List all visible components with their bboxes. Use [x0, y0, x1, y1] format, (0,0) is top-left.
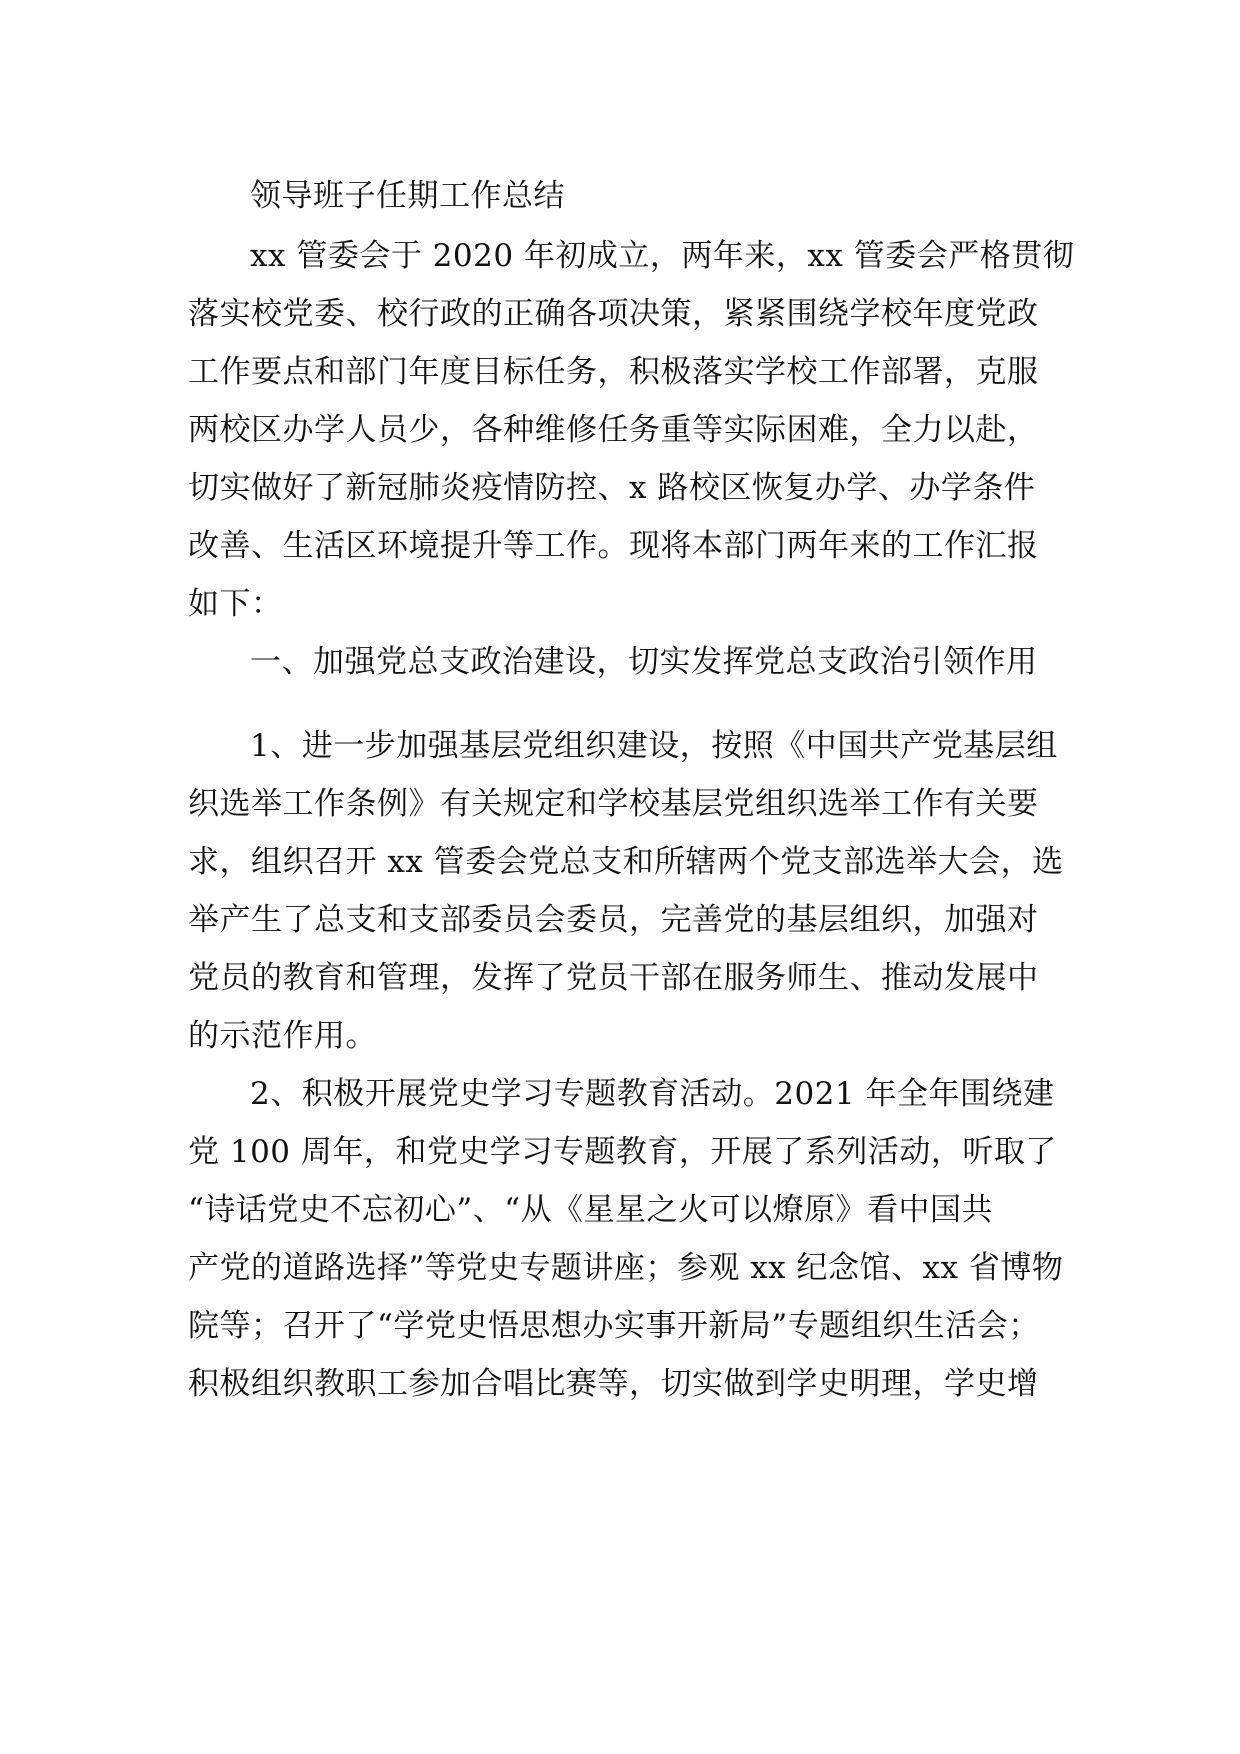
paragraph-line: 党员的教育和管理，发挥了党员干部在服务师生、推动发展中 [188, 960, 1039, 996]
paragraph-line: 切实做好了新冠肺炎疫情防控、x 路校区恢复办学、办学条件 [188, 470, 1036, 506]
document-title: 领导班子任期工作总结 [250, 178, 565, 214]
paragraph-line: 积极组织教职工参加合唱比赛等，切实做到学史明理，学史增 [188, 1366, 1039, 1402]
paragraph-line: 举产生了总支和支部委员会委员，完善党的基层组织，加强对 [188, 902, 1039, 938]
paragraph-line: 如下： [188, 586, 283, 622]
paragraph-line: 求，组织召开 xx 管委会党总支和所辖两个党支部选举大会，选 [188, 844, 1064, 880]
paragraph-line: 改善、生活区环境提升等工作。现将本部门两年来的工作汇报 [188, 528, 1039, 564]
paragraph-line: 的示范作用。 [188, 1018, 377, 1054]
paragraph-line: 2、积极开展党史学习专题教育活动。2021 年全年围绕建 [250, 1076, 1055, 1112]
paragraph-line: 落实校党委、校行政的正确各项决策，紧紧围绕学校年度党政 [188, 296, 1039, 332]
paragraph-line: 两校区办学人员少，各种维修任务重等实际困难，全力以赴， [188, 412, 1039, 448]
paragraph-line: “诗话党史不忘初心”、“从《星星之火可以燎原》看中国共 [188, 1192, 994, 1228]
paragraph-line: xx 管委会于 2020 年初成立，两年来，xx 管委会严格贯彻 [250, 238, 1075, 274]
paragraph-line: 党 100 周年，和党史学习专题教育，开展了系列活动，听取了 [188, 1134, 1057, 1170]
paragraph-line: 院等；召开了“学党史悟思想办实事开新局”专题组织生活会； [188, 1308, 1040, 1344]
paragraph-line: 织选举工作条例》有关规定和学校基层党组织选举工作有关要 [188, 786, 1039, 822]
paragraph-line: 1、进一步加强基层党组织建设，按照《中国共产党基层组 [250, 728, 1058, 764]
section-heading: 一、加强党总支政治建设，切实发挥党总支政治引领作用 [250, 644, 1038, 680]
paragraph-line: 产党的道路选择”等党史专题讲座；参观 xx 纪念馆、xx 省博物 [188, 1250, 1064, 1286]
paragraph-line: 工作要点和部门年度目标任务，积极落实学校工作部署，克服 [188, 354, 1039, 390]
